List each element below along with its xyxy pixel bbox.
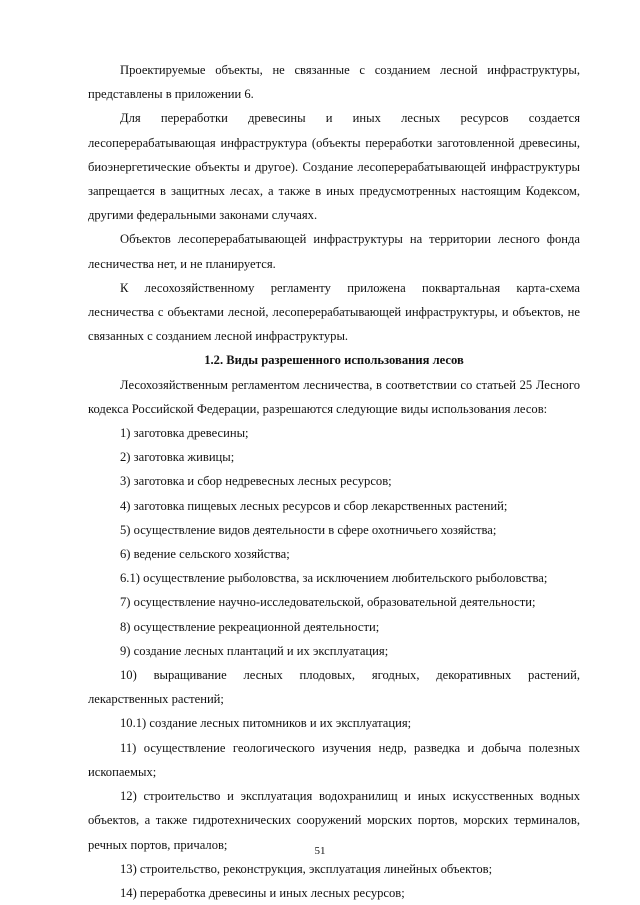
list-item: 13) строительство, реконструкция, эксплуатация линейных объектов; [120, 861, 493, 876]
list-item: 10.1) создание лесных питомников и их эксплуатация; [120, 716, 412, 731]
list-item: 12) строительство и эксплуатация водохранилищ и иных искусственных водных объектов, а также гидротехнических сооружений морских портов, морских терминалов, речных портов, причалов; [88, 789, 580, 852]
list-item: 2) заготовка живицы; [120, 450, 235, 465]
paragraph-3: Объектов лесоперерабатывающей инфраструктуры на территории лесного фонда лесничества нет, и не планируется. [88, 232, 580, 271]
paragraph-2: Для переработки древесины и иных лесных ресурсов создается лесоперерабатывающая инфраструктура (объекты переработки заготовленной древесины, биоэнергетические объекты и другое). Создание лесоперерабатывающей инфраструктуры запрещается в защитных лесах, а также в иных предусмотренных настоящим Кодексом, другими федеральными законами случаях. [88, 111, 580, 223]
list-item: 10) выращивание лесных плодовых, ягодных, декоративных растений, лекарственных растений; [88, 668, 580, 707]
section-heading: 1.2. Виды разрешенного использования лесов [204, 353, 464, 368]
paragraph-4: К лесохозяйственному регламенту приложена поквартальная карта-схема лесничества с объектами лесной, лесоперерабатывающей инфраструктуры, и объектов, не связанных с созданием лесной инфраструктуры. [88, 280, 580, 344]
list-item: 3) заготовка и сбор недревесных лесных ресурсов; [120, 474, 392, 489]
page-number: 51 [314, 845, 326, 857]
list-item: 7) осуществление научно-исследовательской, образовательной деятельности; [120, 595, 536, 610]
list-item: 5) осуществление видов деятельности в сфере охотничьего хозяйства; [120, 522, 497, 537]
list-item: 6) ведение сельского хозяйства; [120, 547, 290, 562]
intro-paragraph: Лесохозяйственным регламентом лесничества, в соответствии со статьей 25 Лесного кодекса Российской Федерации, разрешаются следующие виды использования лесов: [88, 377, 580, 416]
document-page [88, 58, 580, 905]
list-item: 9) создание лесных плантаций и их эксплуатация; [120, 643, 389, 658]
list-item: 11) осуществление геологического изучения недр, разведка и добыча полезных ископаемых; [88, 740, 580, 779]
paragraph-1: Проектируемые объекты, не связанные с созданием лесной инфраструктуры, представлены в приложении 6. [88, 63, 580, 102]
list-item: 4) заготовка пищевых лесных ресурсов и сбор лекарственных растений; [120, 498, 508, 513]
list-item: 6.1) осуществление рыболовства, за исключением любительского рыболовства; [120, 571, 548, 586]
permitted-uses-list [88, 421, 580, 905]
list-item: 14) переработка древесины и иных лесных ресурсов; [120, 885, 405, 900]
list-item: 1) заготовка древесины; [120, 426, 249, 441]
list-item: 8) осуществление рекреационной деятельности; [120, 619, 380, 634]
